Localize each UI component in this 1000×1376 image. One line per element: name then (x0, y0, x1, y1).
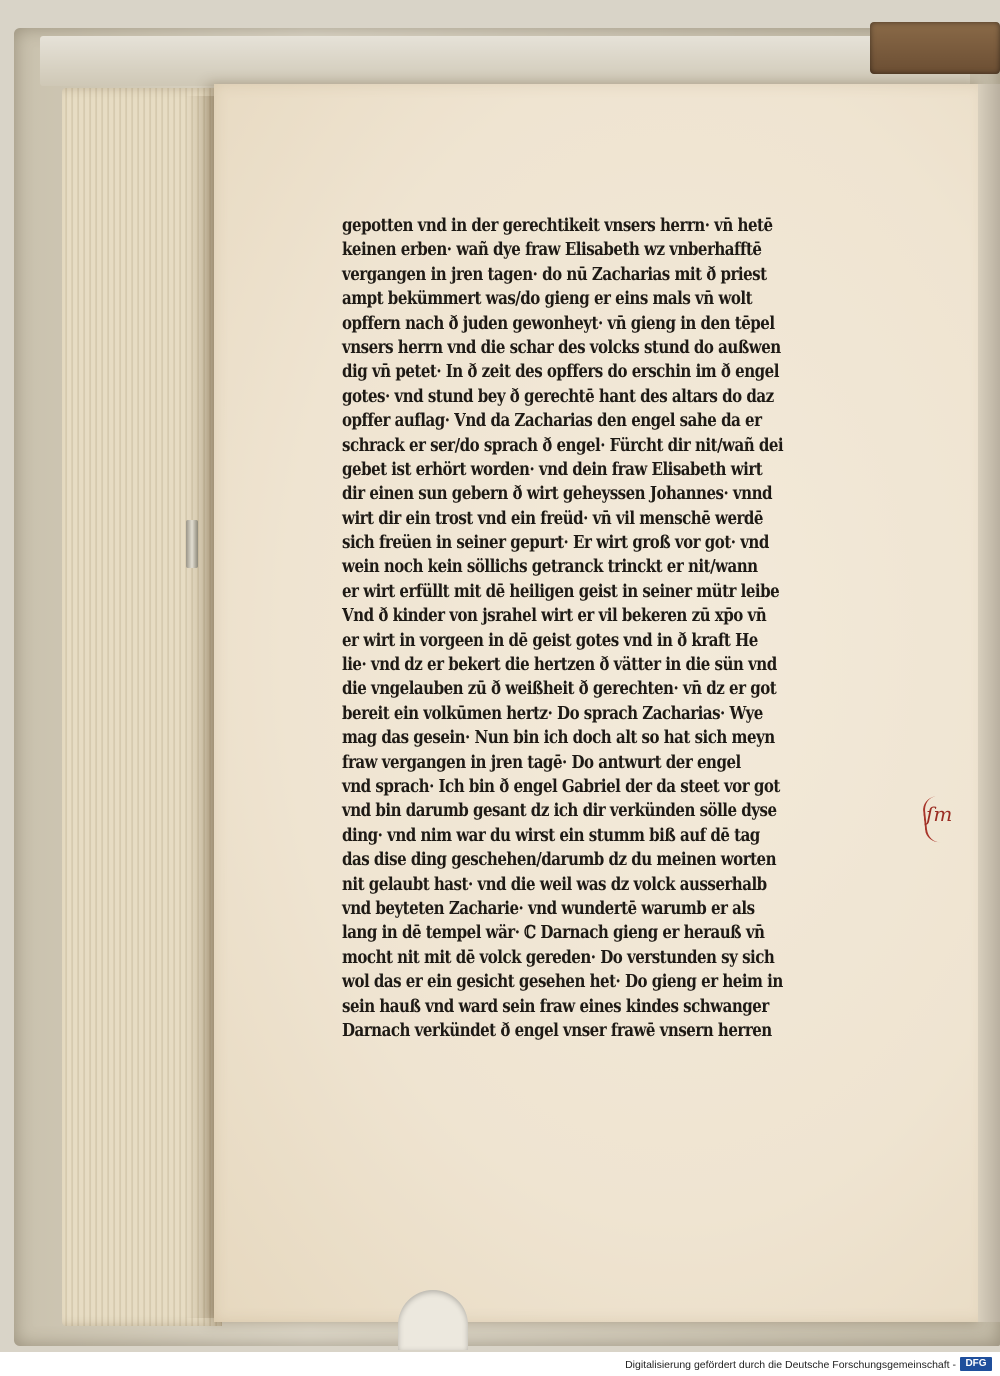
text-line: mocht nit mit dē volck gereden· Do verstunden sy sich (342, 947, 775, 968)
text-line: vnd beyteten Zacharie· vnd wundertē warumb er als (342, 898, 755, 919)
text-line: ding· vnd nim war du wirst ein stumm biß auf dē tag (342, 825, 760, 846)
text-line: schrack er ser/do sprach ð engel· Fürcht dir nit/wañ dei (342, 435, 784, 456)
clasp-icon (186, 520, 198, 568)
page-right-edge (978, 84, 1000, 1322)
text-line: mag das gesein· Nun bin ich doch alt so hat sich meyn (342, 728, 775, 749)
cover-top-edge (40, 36, 970, 86)
text-line: vnd sprach· Ich bin ð engel Gabriel der da steet vor got (342, 776, 780, 797)
leather-spine-strip (870, 22, 1000, 74)
dfg-logo: DFG (960, 1357, 992, 1371)
text-line: bereit ein volkūmen hertz· Do sprach Zacharias· Wye (342, 703, 763, 724)
text-line: lang in dē tempel wär· ℂ Darnach gieng er herauß vn̄ (342, 923, 765, 944)
footer-credit: Digitalisierung gefördert durch die Deutsche Forschungsgemeinschaft - (625, 1359, 956, 1371)
text-line: vnd bin darumb gesant dz ich dir verkünden sölle dyse (342, 801, 777, 822)
text-line: gepotten vnd in der gerechtikeit vnsers herrn· vn̄ hetē (342, 216, 773, 236)
text-line: gotes· vnd stund bey ð gerechtē hant des altars do daz (342, 386, 774, 407)
text-line: sein hauß vnd ward sein fraw eines kindes schwanger (342, 996, 769, 1017)
text-line: er wirt erfüllt mit dē heiligen geist in seiner mütr leibe (342, 581, 780, 602)
text-line: lie· vnd dz er bekert die hertzen ð vätter in die sün vnd (342, 655, 777, 676)
text-line: das dise ding geschehen/darumb dz du meinen worten (342, 850, 777, 871)
text-line: opffer auflag· Vnd da Zacharias den engel sahe da er (342, 411, 762, 432)
text-block (342, 214, 942, 1043)
marginal-note: ſm (926, 802, 953, 826)
text-line: gebet ist erhört worden· vnd dein fraw Elisabeth wirt (342, 459, 763, 480)
text-line: wol das er ein gesicht gesehen het· Do gieng er heim in (342, 972, 783, 993)
text-line: Vnd ð kinder von jsrahel wirt er vil bekeren zū xp̄o vn̄ (342, 606, 767, 627)
text-line: vnsers herrn vnd die schar des volcks stund do außwen (342, 337, 781, 358)
text-line: vergangen in jren tagen· do nū Zacharias mit ð priest (342, 264, 767, 285)
text-line: nit gelaubt hast· vnd die weil was dz volck ausserhalb (342, 874, 767, 895)
text-line: fraw vergangen in jren tagē· Do antwurt der engel (342, 752, 741, 773)
text-line: keinen erben· wañ dye fraw Elisabeth wz vnberhafftē (342, 240, 762, 261)
text-line: er wirt in vorgeen in dē geist gotes vnd in ð kraft He (342, 630, 758, 651)
text-line: Darnach verkündet ð engel vnser frawē vnsern herren (342, 1020, 772, 1041)
text-line: wein noch kein söllichs getranck trinckt er nit/wann (342, 557, 758, 578)
text-line: wirt dir ein trost vnd ein freüd· vn̄ vil menschē werdē (342, 508, 763, 529)
text-line: sich freüen in seiner gepurt· Er wirt groß vor got· vnd (342, 533, 769, 554)
text-line: ampt bekümmert was/do gieng er eins mals vn̄ wolt (342, 289, 753, 310)
text-line: dir einen sun gebern ð wirt geheyssen Johannes· vnnd (342, 484, 773, 505)
text-line: die vngelauben zū ð weißheit ð gerechten· vn̄ dz er got (342, 679, 777, 700)
text-line: opffern nach ð juden gewonheyt· vn̄ gieng in den tēpel (342, 313, 775, 334)
text-line: dig vn̄ petet· In ð zeit des opffers do erschin im ð engel (342, 362, 779, 383)
